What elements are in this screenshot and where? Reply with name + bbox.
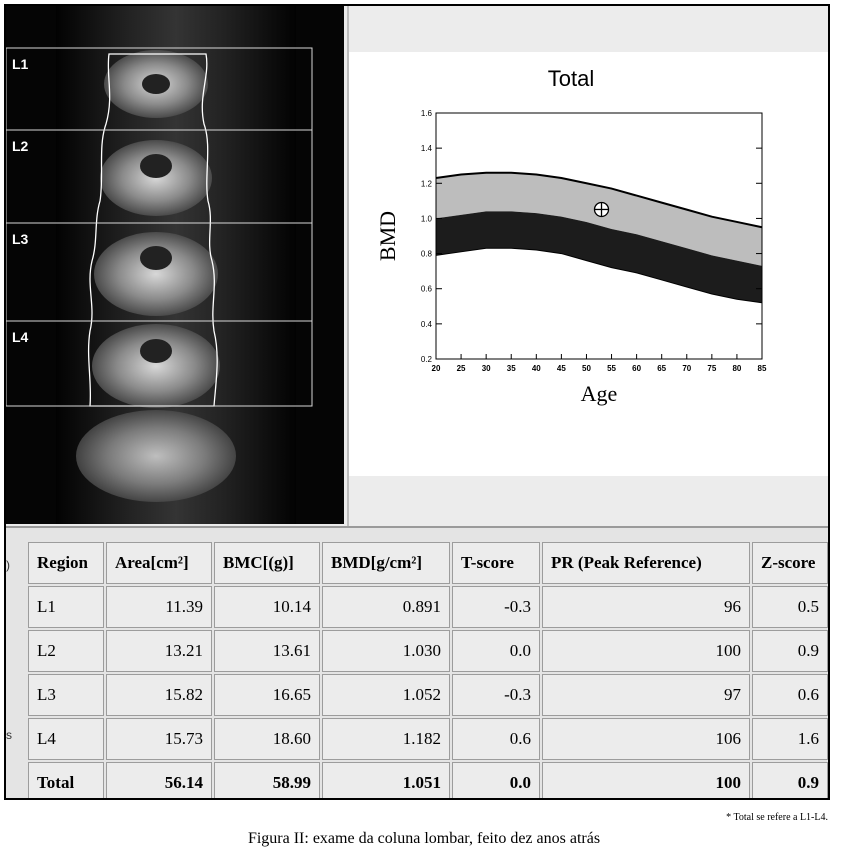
x-tick-label: 85 [757,364,767,373]
footnote: * Total se refere a L1-L4. [726,812,828,823]
x-tick-label: 30 [481,364,491,373]
table-cell: 0.891 [322,586,450,628]
table-cell: 15.73 [106,718,212,760]
x-tick-label: 20 [431,364,441,373]
table-cell: 0.9 [752,762,828,800]
col-header-region: Region [28,542,104,584]
table-cell: 56.14 [106,762,212,800]
spine-scan-image [6,6,344,524]
table-cell: 100 [542,762,750,800]
col-header-bmc: BMC[(g)] [214,542,320,584]
scan-label-l1: L1 [12,56,29,72]
col-header-bmd: BMD[g/cm²] [322,542,450,584]
table-cell: 96 [542,586,750,628]
x-tick-label: 60 [632,364,642,373]
stub-glyph-top: ) [6,558,10,572]
table-cell: L1 [28,586,104,628]
x-axis-label: Age [580,381,618,406]
x-tick-label: 55 [607,364,616,373]
figure-caption: Figura II: exame da coluna lombar, feito dez anos atrás [247,830,601,847]
x-tick-label: 35 [506,364,516,373]
y-tick-label: 0.6 [420,284,432,294]
table-cell: 0.9 [752,630,828,672]
results-table [26,540,830,800]
table-cell: 13.61 [214,630,320,672]
table-cell: 1.051 [322,762,450,800]
chart-title: Total [547,66,595,91]
bmd-age-chart [349,6,830,526]
scan-label-l4: L4 [12,329,29,345]
y-axis-label: BMD [375,210,400,262]
y-tick-label: 1.2 [420,179,432,189]
x-tick-label: 65 [657,364,667,373]
table-cell: -0.3 [452,674,540,716]
scan-label-l3: L3 [12,231,29,247]
table-cell: 0.6 [452,718,540,760]
table-row [28,718,828,760]
x-tick-label: 25 [456,364,466,373]
table-row [28,586,828,628]
table-cell: 15.82 [106,674,212,716]
report-frame [4,4,830,800]
table-cell: 1.052 [322,674,450,716]
y-tick-label: 1.0 [420,214,432,224]
x-tick-label: 80 [732,364,742,373]
table-cell: -0.3 [452,586,540,628]
table-cell: L2 [28,630,104,672]
table-cell: 18.60 [214,718,320,760]
col-header-pr: PR (Peak Reference) [542,542,750,584]
table-cell: 0.5 [752,586,828,628]
table-cell: 1.182 [322,718,450,760]
scan-label-l2: L2 [12,138,29,154]
table-cell: 0.0 [452,630,540,672]
col-header-tscore: T-score [452,542,540,584]
table-cell: Total [28,762,104,800]
x-tick-label: 70 [682,364,692,373]
table-cell: 1.030 [322,630,450,672]
table-header-row [28,542,828,584]
x-tick-label: 40 [531,364,541,373]
y-tick-label: 1.6 [420,109,432,118]
x-tick-label: 75 [707,364,717,373]
table-cell: L3 [28,674,104,716]
y-tick-label: 0.4 [420,319,432,329]
table-cell: L4 [28,718,104,760]
stub-glyph-bottom: s [6,728,12,742]
y-tick-label: 0.2 [420,355,432,364]
table-row [28,674,828,716]
x-tick-label: 45 [556,364,566,373]
table-cell: 16.65 [214,674,320,716]
col-header-zscore: Z-score [752,542,828,584]
results-table-panel [6,526,830,800]
table-cell: 11.39 [106,586,212,628]
y-tick-label: 0.8 [420,249,432,259]
table-cell: 106 [542,718,750,760]
x-tick-label: 50 [582,364,591,373]
table-row [28,762,828,800]
y-tick-label: 1.4 [420,144,432,154]
table-cell: 1.6 [752,718,828,760]
table-cell: 10.14 [214,586,320,628]
table-cell: 58.99 [214,762,320,800]
table-cell: 0.6 [752,674,828,716]
table-cell: 13.21 [106,630,212,672]
table-cell: 0.0 [452,762,540,800]
bmd-chart-panel [347,6,830,526]
spine-scan-graphic [6,6,344,524]
table-row [28,630,828,672]
table-cell: 100 [542,630,750,672]
table-cell: 97 [542,674,750,716]
col-header-area: Area[cm²] [106,542,212,584]
